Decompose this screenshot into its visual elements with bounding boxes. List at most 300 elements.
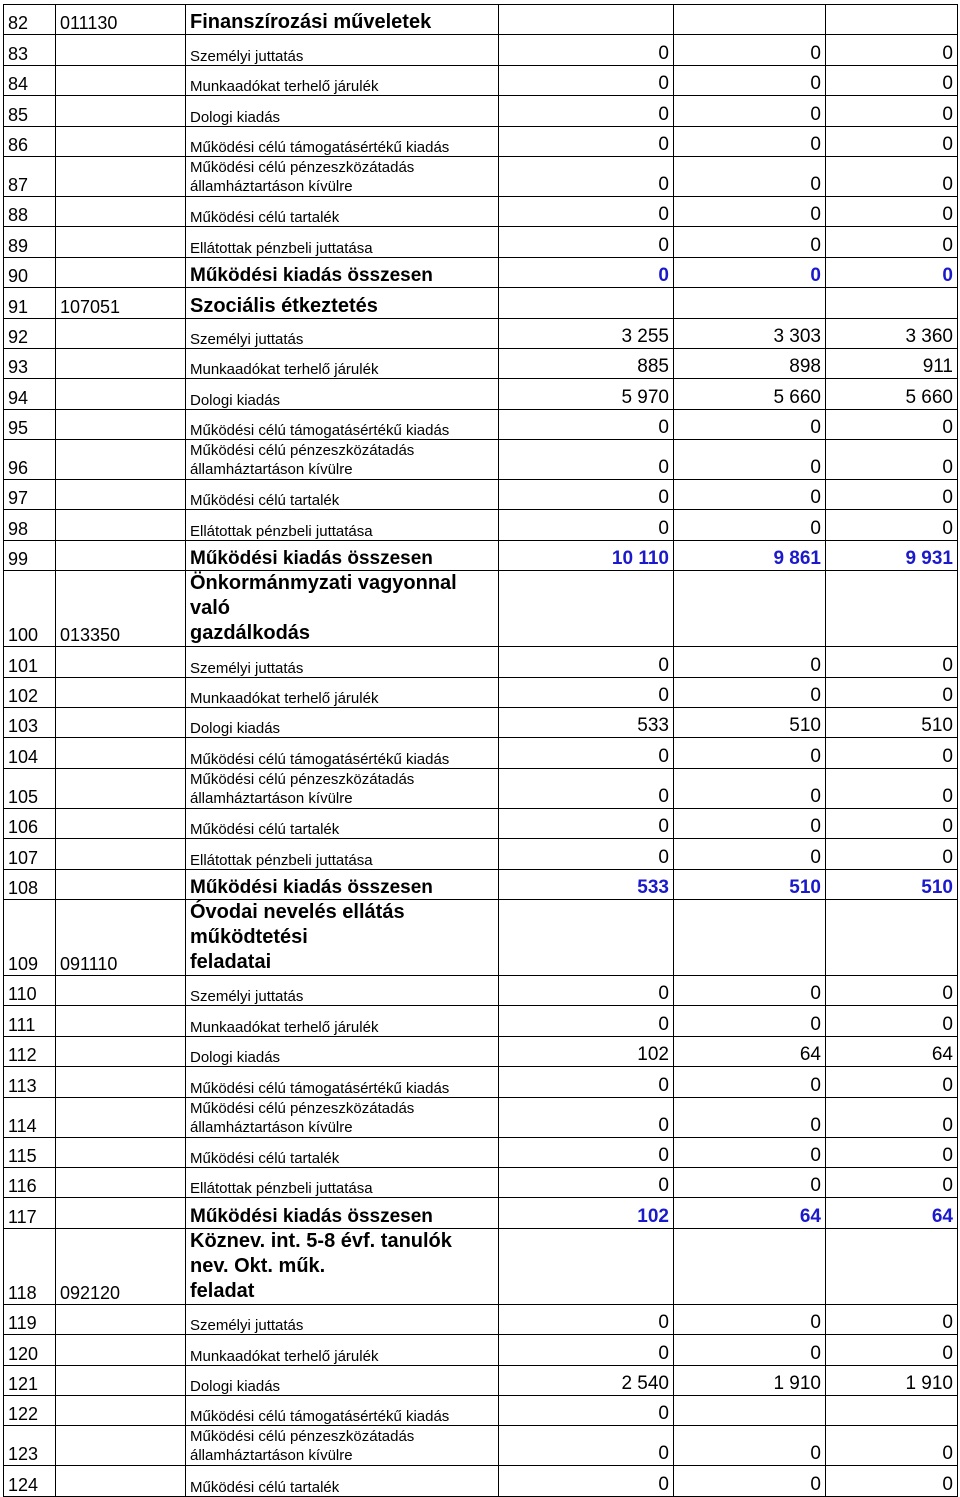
row-name: Finanszírozási műveletek bbox=[186, 5, 499, 35]
row-number: 124 bbox=[4, 1466, 56, 1496]
amount-2: 0 bbox=[674, 738, 826, 768]
row-number: 99 bbox=[4, 540, 56, 570]
amount-1: 0 bbox=[499, 510, 674, 540]
function-code bbox=[56, 738, 186, 768]
amount-3: 0 bbox=[826, 768, 958, 808]
row-number: 114 bbox=[4, 1097, 56, 1137]
table-row bbox=[4, 1036, 958, 1066]
amount-3: 0 bbox=[826, 839, 958, 869]
row-number: 115 bbox=[4, 1137, 56, 1167]
amount-3: 0 bbox=[826, 35, 958, 65]
amount-1: 102 bbox=[499, 1198, 674, 1228]
table-row bbox=[4, 480, 958, 510]
row-name: Működési célú tartalék bbox=[186, 808, 499, 838]
row-name: Működési célú támogatásértékű kiadás bbox=[186, 738, 499, 768]
amount-2: 0 bbox=[674, 1335, 826, 1365]
row-name-line-1: Működési célú pénzeszközátadás bbox=[190, 1099, 415, 1117]
row-name: Munkaadókat terhelő járulék bbox=[186, 1006, 499, 1036]
row-number: 123 bbox=[4, 1426, 56, 1466]
row-name bbox=[186, 440, 499, 480]
row-name bbox=[186, 1228, 499, 1304]
amount-1: 0 bbox=[499, 1006, 674, 1036]
amount-1: 0 bbox=[499, 440, 674, 480]
amount-3: 0 bbox=[826, 1426, 958, 1466]
row-name: Működési célú tartalék bbox=[186, 1466, 499, 1496]
function-code bbox=[56, 440, 186, 480]
table-row bbox=[4, 1426, 958, 1466]
row-name: Dologi kiadás bbox=[186, 1036, 499, 1066]
function-code bbox=[56, 409, 186, 439]
amount-2: 1 910 bbox=[674, 1365, 826, 1395]
amount-2: 0 bbox=[674, 156, 826, 196]
row-name bbox=[186, 571, 499, 647]
section-row bbox=[4, 1228, 958, 1304]
table-row bbox=[4, 440, 958, 480]
row-name-line-1: Köznev. int. 5-8 évf. tanulók nev. Okt. műk. bbox=[190, 1229, 452, 1277]
row-number: 84 bbox=[4, 65, 56, 95]
amount-2: 0 bbox=[674, 1137, 826, 1167]
table-row bbox=[4, 1097, 958, 1137]
amount-2 bbox=[674, 899, 826, 975]
amount-2: 0 bbox=[674, 1466, 826, 1496]
amount-1: 885 bbox=[499, 348, 674, 378]
amount-1: 0 bbox=[499, 1304, 674, 1334]
function-code bbox=[56, 1167, 186, 1197]
function-code bbox=[56, 708, 186, 738]
amount-1: 0 bbox=[499, 1167, 674, 1197]
amount-2: 5 660 bbox=[674, 379, 826, 409]
row-number: 103 bbox=[4, 708, 56, 738]
amount-3 bbox=[826, 288, 958, 318]
row-number: 120 bbox=[4, 1335, 56, 1365]
row-name-line-2: államháztartáson kívülre bbox=[190, 1118, 353, 1136]
function-code bbox=[56, 975, 186, 1005]
amount-3: 0 bbox=[826, 409, 958, 439]
amount-3: 5 660 bbox=[826, 379, 958, 409]
amount-3: 0 bbox=[826, 808, 958, 838]
function-code bbox=[56, 1067, 186, 1097]
row-number: 90 bbox=[4, 257, 56, 287]
row-name: Ellátottak pénzbeli juttatása bbox=[186, 1167, 499, 1197]
amount-1: 0 bbox=[499, 1097, 674, 1137]
function-code bbox=[56, 647, 186, 677]
function-code bbox=[56, 808, 186, 838]
amount-2: 0 bbox=[674, 440, 826, 480]
function-code bbox=[56, 156, 186, 196]
function-code bbox=[56, 257, 186, 287]
total-row bbox=[4, 540, 958, 570]
amount-3: 0 bbox=[826, 96, 958, 126]
amount-2: 0 bbox=[674, 975, 826, 1005]
budget-table-body bbox=[4, 5, 958, 1497]
row-name-line-1: Önkormánmyzati vagyonnal való bbox=[190, 572, 457, 620]
amount-2: 0 bbox=[674, 1097, 826, 1137]
function-code bbox=[56, 65, 186, 95]
row-number: 91 bbox=[4, 288, 56, 318]
row-number: 106 bbox=[4, 808, 56, 838]
row-number: 112 bbox=[4, 1036, 56, 1066]
amount-1: 5 970 bbox=[499, 379, 674, 409]
amount-1: 0 bbox=[499, 677, 674, 707]
amount-2: 510 bbox=[674, 869, 826, 899]
row-name-line-1: Működési célú pénzeszközátadás bbox=[190, 158, 415, 176]
row-name: Személyi juttatás bbox=[186, 35, 499, 65]
function-code bbox=[56, 540, 186, 570]
row-number: 94 bbox=[4, 379, 56, 409]
amount-2 bbox=[674, 1228, 826, 1304]
amount-2: 0 bbox=[674, 1426, 826, 1466]
amount-1: 0 bbox=[499, 480, 674, 510]
amount-1: 0 bbox=[499, 738, 674, 768]
amount-3: 0 bbox=[826, 1335, 958, 1365]
budget-table bbox=[3, 4, 958, 1497]
table-row bbox=[4, 1304, 958, 1334]
function-code bbox=[56, 510, 186, 540]
amount-2: 0 bbox=[674, 1067, 826, 1097]
amount-1: 0 bbox=[499, 1426, 674, 1466]
amount-3: 0 bbox=[826, 126, 958, 156]
total-row bbox=[4, 257, 958, 287]
row-number: 105 bbox=[4, 768, 56, 808]
amount-2: 0 bbox=[674, 126, 826, 156]
row-name: Személyi juttatás bbox=[186, 975, 499, 1005]
row-name bbox=[186, 899, 499, 975]
function-code bbox=[56, 1466, 186, 1496]
amount-2 bbox=[674, 5, 826, 35]
function-code bbox=[56, 126, 186, 156]
function-code bbox=[56, 196, 186, 226]
row-name bbox=[186, 156, 499, 196]
amount-3: 0 bbox=[826, 257, 958, 287]
row-name-line-1: Működési célú pénzeszközátadás bbox=[190, 770, 415, 788]
amount-3: 0 bbox=[826, 647, 958, 677]
table-row bbox=[4, 96, 958, 126]
section-row bbox=[4, 899, 958, 975]
row-number: 122 bbox=[4, 1395, 56, 1425]
row-name-line-2: államháztartáson kívülre bbox=[190, 461, 353, 479]
row-name: Működési kiadás összesen bbox=[186, 1198, 499, 1228]
row-number: 95 bbox=[4, 409, 56, 439]
amount-3: 0 bbox=[826, 1006, 958, 1036]
table-row bbox=[4, 318, 958, 348]
row-name: Ellátottak pénzbeli juttatása bbox=[186, 227, 499, 257]
section-row bbox=[4, 571, 958, 647]
function-code: 091110 bbox=[56, 899, 186, 975]
amount-3 bbox=[826, 1228, 958, 1304]
amount-2: 0 bbox=[674, 196, 826, 226]
row-name-line-2: államháztartáson kívülre bbox=[190, 789, 353, 807]
amount-2: 0 bbox=[674, 1006, 826, 1036]
function-code: 107051 bbox=[56, 288, 186, 318]
row-name: Személyi juttatás bbox=[186, 647, 499, 677]
row-number: 96 bbox=[4, 440, 56, 480]
row-name: Működési kiadás összesen bbox=[186, 869, 499, 899]
table-row bbox=[4, 839, 958, 869]
row-name: Munkaadókat terhelő járulék bbox=[186, 677, 499, 707]
amount-1 bbox=[499, 1228, 674, 1304]
row-name: Dologi kiadás bbox=[186, 1365, 499, 1395]
table-row bbox=[4, 677, 958, 707]
row-name: Munkaadókat terhelő járulék bbox=[186, 348, 499, 378]
row-name: Működési kiadás összesen bbox=[186, 257, 499, 287]
function-code bbox=[56, 768, 186, 808]
amount-2: 0 bbox=[674, 768, 826, 808]
table-row bbox=[4, 35, 958, 65]
row-number: 85 bbox=[4, 96, 56, 126]
row-number: 109 bbox=[4, 899, 56, 975]
amount-3: 0 bbox=[826, 1304, 958, 1334]
amount-3 bbox=[826, 1395, 958, 1425]
row-name: Dologi kiadás bbox=[186, 708, 499, 738]
amount-3: 911 bbox=[826, 348, 958, 378]
row-number: 117 bbox=[4, 1198, 56, 1228]
amount-2: 0 bbox=[674, 35, 826, 65]
row-number: 87 bbox=[4, 156, 56, 196]
amount-1: 0 bbox=[499, 257, 674, 287]
amount-2: 0 bbox=[674, 839, 826, 869]
row-name: Személyi juttatás bbox=[186, 1304, 499, 1334]
row-name bbox=[186, 1097, 499, 1137]
function-code bbox=[56, 839, 186, 869]
row-number: 100 bbox=[4, 571, 56, 647]
amount-2: 0 bbox=[674, 808, 826, 838]
amount-1: 0 bbox=[499, 768, 674, 808]
amount-3: 0 bbox=[826, 156, 958, 196]
section-row bbox=[4, 288, 958, 318]
function-code bbox=[56, 1335, 186, 1365]
row-name: Személyi juttatás bbox=[186, 318, 499, 348]
row-number: 118 bbox=[4, 1228, 56, 1304]
amount-2: 64 bbox=[674, 1036, 826, 1066]
function-code bbox=[56, 1198, 186, 1228]
row-number: 82 bbox=[4, 5, 56, 35]
row-name: Működési kiadás összesen bbox=[186, 540, 499, 570]
amount-1: 0 bbox=[499, 65, 674, 95]
amount-1: 0 bbox=[499, 1137, 674, 1167]
row-number: 121 bbox=[4, 1365, 56, 1395]
amount-3: 0 bbox=[826, 677, 958, 707]
row-name: Szociális étkeztetés bbox=[186, 288, 499, 318]
row-number: 86 bbox=[4, 126, 56, 156]
row-name: Működési célú tartalék bbox=[186, 196, 499, 226]
row-number: 108 bbox=[4, 869, 56, 899]
table-row bbox=[4, 65, 958, 95]
function-code: 092120 bbox=[56, 1228, 186, 1304]
amount-1 bbox=[499, 5, 674, 35]
function-code bbox=[56, 35, 186, 65]
row-number: 111 bbox=[4, 1006, 56, 1036]
amount-1: 2 540 bbox=[499, 1365, 674, 1395]
function-code bbox=[56, 1006, 186, 1036]
amount-2: 898 bbox=[674, 348, 826, 378]
amount-3: 0 bbox=[826, 1067, 958, 1097]
amount-1 bbox=[499, 899, 674, 975]
row-name: Működési célú támogatásértékű kiadás bbox=[186, 409, 499, 439]
amount-2: 510 bbox=[674, 708, 826, 738]
row-number: 92 bbox=[4, 318, 56, 348]
amount-3: 3 360 bbox=[826, 318, 958, 348]
table-row bbox=[4, 708, 958, 738]
table-row bbox=[4, 348, 958, 378]
row-name: Munkaadókat terhelő járulék bbox=[186, 1335, 499, 1365]
amount-1 bbox=[499, 288, 674, 318]
amount-1: 0 bbox=[499, 647, 674, 677]
row-name: Dologi kiadás bbox=[186, 96, 499, 126]
amount-1: 0 bbox=[499, 1067, 674, 1097]
function-code bbox=[56, 1137, 186, 1167]
row-number: 89 bbox=[4, 227, 56, 257]
table-row bbox=[4, 409, 958, 439]
row-name: Ellátottak pénzbeli juttatása bbox=[186, 839, 499, 869]
row-number: 116 bbox=[4, 1167, 56, 1197]
amount-2: 0 bbox=[674, 677, 826, 707]
amount-2: 0 bbox=[674, 227, 826, 257]
amount-3 bbox=[826, 5, 958, 35]
amount-2 bbox=[674, 1395, 826, 1425]
amount-1: 0 bbox=[499, 808, 674, 838]
amount-3: 64 bbox=[826, 1036, 958, 1066]
row-name-line-1: Működési célú pénzeszközátadás bbox=[190, 442, 415, 460]
row-number: 102 bbox=[4, 677, 56, 707]
function-code bbox=[56, 677, 186, 707]
amount-3: 1 910 bbox=[826, 1365, 958, 1395]
amount-3: 0 bbox=[826, 480, 958, 510]
amount-2: 0 bbox=[674, 480, 826, 510]
row-name-line-2: államháztartáson kívülre bbox=[190, 177, 353, 195]
amount-2: 0 bbox=[674, 1167, 826, 1197]
function-code bbox=[56, 1097, 186, 1137]
table-row bbox=[4, 647, 958, 677]
amount-2 bbox=[674, 571, 826, 647]
amount-3: 0 bbox=[826, 510, 958, 540]
function-code bbox=[56, 318, 186, 348]
function-code bbox=[56, 379, 186, 409]
table-row bbox=[4, 1167, 958, 1197]
amount-2: 64 bbox=[674, 1198, 826, 1228]
amount-2: 0 bbox=[674, 257, 826, 287]
amount-2: 0 bbox=[674, 96, 826, 126]
amount-3: 0 bbox=[826, 440, 958, 480]
function-code bbox=[56, 869, 186, 899]
table-row bbox=[4, 126, 958, 156]
amount-1: 0 bbox=[499, 975, 674, 1005]
row-number: 101 bbox=[4, 647, 56, 677]
row-name bbox=[186, 768, 499, 808]
function-code bbox=[56, 1036, 186, 1066]
row-name-line-2: feladatai bbox=[190, 950, 272, 973]
row-number: 97 bbox=[4, 480, 56, 510]
function-code: 013350 bbox=[56, 571, 186, 647]
table-row bbox=[4, 808, 958, 838]
table-row bbox=[4, 1067, 958, 1097]
table-row bbox=[4, 1335, 958, 1365]
amount-3: 0 bbox=[826, 196, 958, 226]
row-name: Működési célú tartalék bbox=[186, 480, 499, 510]
row-name: Ellátottak pénzbeli juttatása bbox=[186, 510, 499, 540]
amount-1: 533 bbox=[499, 708, 674, 738]
row-number: 93 bbox=[4, 348, 56, 378]
row-number: 83 bbox=[4, 35, 56, 65]
amount-2: 0 bbox=[674, 409, 826, 439]
amount-3: 0 bbox=[826, 738, 958, 768]
amount-3: 0 bbox=[826, 1466, 958, 1496]
amount-1: 0 bbox=[499, 227, 674, 257]
table-row bbox=[4, 738, 958, 768]
function-code: 011130 bbox=[56, 5, 186, 35]
table-row bbox=[4, 975, 958, 1005]
table-row bbox=[4, 196, 958, 226]
table-row bbox=[4, 510, 958, 540]
amount-3: 64 bbox=[826, 1198, 958, 1228]
row-name-line-1: Óvodai nevelés ellátás működtetési bbox=[190, 900, 405, 948]
amount-2: 0 bbox=[674, 1304, 826, 1334]
amount-1: 533 bbox=[499, 869, 674, 899]
table-row bbox=[4, 1006, 958, 1036]
function-code bbox=[56, 348, 186, 378]
amount-1: 0 bbox=[499, 126, 674, 156]
amount-2: 0 bbox=[674, 647, 826, 677]
amount-1: 10 110 bbox=[499, 540, 674, 570]
row-name-line-1: Működési célú pénzeszközátadás bbox=[190, 1428, 415, 1446]
amount-1: 0 bbox=[499, 409, 674, 439]
function-code bbox=[56, 1395, 186, 1425]
row-number: 110 bbox=[4, 975, 56, 1005]
table-row bbox=[4, 227, 958, 257]
amount-3 bbox=[826, 571, 958, 647]
amount-1: 0 bbox=[499, 96, 674, 126]
amount-2: 3 303 bbox=[674, 318, 826, 348]
row-name: Munkaadókat terhelő járulék bbox=[186, 65, 499, 95]
row-number: 107 bbox=[4, 839, 56, 869]
function-code bbox=[56, 480, 186, 510]
total-row bbox=[4, 1198, 958, 1228]
amount-1: 0 bbox=[499, 35, 674, 65]
function-code bbox=[56, 227, 186, 257]
amount-2: 9 861 bbox=[674, 540, 826, 570]
amount-1: 0 bbox=[499, 1466, 674, 1496]
total-row bbox=[4, 869, 958, 899]
function-code bbox=[56, 1304, 186, 1334]
amount-2: 0 bbox=[674, 65, 826, 95]
row-name: Működési célú támogatásértékű kiadás bbox=[186, 1067, 499, 1097]
table-row bbox=[4, 379, 958, 409]
amount-1: 0 bbox=[499, 196, 674, 226]
amount-3: 0 bbox=[826, 1097, 958, 1137]
amount-3: 0 bbox=[826, 975, 958, 1005]
row-name-line-2: feladat bbox=[190, 1279, 255, 1302]
row-name: Dologi kiadás bbox=[186, 379, 499, 409]
row-name: Működési célú tartalék bbox=[186, 1137, 499, 1167]
function-code bbox=[56, 1426, 186, 1466]
row-number: 113 bbox=[4, 1067, 56, 1097]
amount-2 bbox=[674, 288, 826, 318]
table-row bbox=[4, 768, 958, 808]
row-name-line-2: gazdálkodás bbox=[190, 622, 311, 645]
amount-1: 0 bbox=[499, 839, 674, 869]
function-code bbox=[56, 96, 186, 126]
amount-1: 3 255 bbox=[499, 318, 674, 348]
amount-1: 0 bbox=[499, 1335, 674, 1365]
amount-2: 0 bbox=[674, 510, 826, 540]
amount-3: 9 931 bbox=[826, 540, 958, 570]
amount-3: 0 bbox=[826, 227, 958, 257]
table-row bbox=[4, 1137, 958, 1167]
table-row bbox=[4, 156, 958, 196]
amount-3: 0 bbox=[826, 65, 958, 95]
section-row bbox=[4, 5, 958, 35]
table-row bbox=[4, 1365, 958, 1395]
row-name: Működési célú támogatásértékű kiadás bbox=[186, 1395, 499, 1425]
